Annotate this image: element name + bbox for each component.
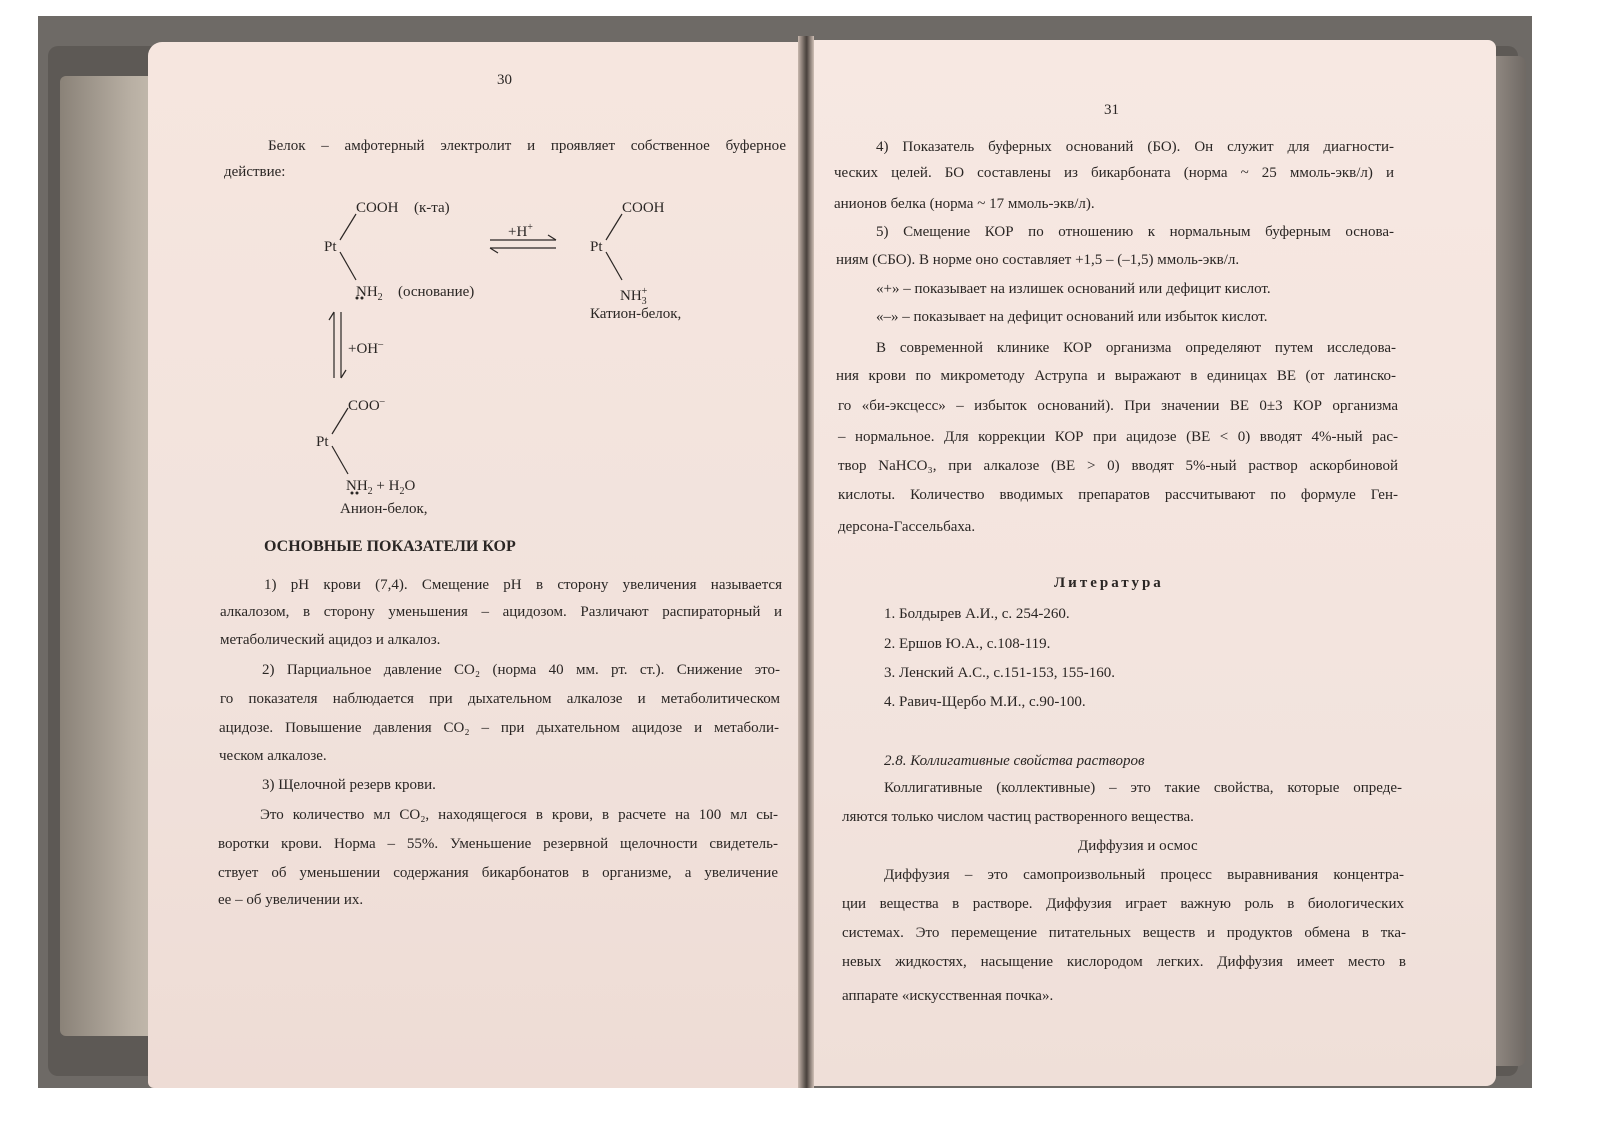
coo-text: СОО [348,398,380,414]
right-line-7: «–» – показывает на дефицит оснований или избыток кислот. [876,309,1268,325]
left-line-5: го показателя наблюдается при дыхательном алкалозе и метаболитическом [220,691,780,707]
right-line-11: – нормальное. Для коррекции КОР при ацидозе (ВЕ < 0) вводят 4%-ный рас- [838,429,1398,445]
right-line-14: дерсона-Гассельбаха. [838,519,976,535]
h-plus-sup: + [527,222,533,233]
right-line-9: ния крови по микрометоду Аструпа и выражают в единицах ВЕ (от латинско- [836,368,1396,384]
left-line-3: метаболический ацидоз и алкалоз. [220,632,441,648]
diffusion-osmosis-heading: Диффузия и осмос [1078,838,1198,854]
nh3-sub: 3 [641,296,647,307]
left-line-7: ческом алкалозе. [219,748,327,764]
literature-item-2: 2. Ершов Ю.А., с.108-119. [884,636,1051,652]
cation-label: Катион-белок, [590,306,682,322]
right-line-5: ниям (СБО). В норме оно составляет +1,5 – (–1,5) ммоль-экв/л. [836,252,1240,268]
acid-label: (к-та) [414,200,450,216]
nh2-sub: 2 [377,292,383,303]
left-line-10: воротки крови. Норма – 55%. Уменьшение резервной щелочности свидетель- [218,836,778,852]
nh2-water-sub1: 2 [367,486,373,497]
coo-group [348,393,385,415]
literature-item-1: 1. Болдырев А.И., с. 254-260. [884,606,1070,622]
cooh-group-left: СООН [356,200,399,216]
nh2-water-sub2: 2 [399,486,405,497]
proton-arrow-label [508,219,533,241]
right-line-6: «+» – показывает на излишек оснований или дефицит кислот. [876,281,1271,297]
nh2-text: NH [356,284,378,300]
pt-label-1: Pt [324,239,337,255]
pt-label-2: Pt [590,239,603,255]
left-line-9: Это количество мл СО₂, находящегося в крови, в расчете на 100 мл сы- [260,807,778,823]
diffusion-line-1: Диффузия – это самопроизвольный процесс выравнивания концентра- [884,867,1404,883]
right-line-3: анионов белка (норма ~ 17 ммоль-экв/л). [834,196,1095,212]
left-line-4: 2) Парциальное давление СО₂ (норма 40 мм. рт. ст.). Снижение это- [262,662,780,678]
left-line-8: 3) Щелочной резерв крови. [262,777,436,793]
left-line-12: ее – об увеличении их. [218,892,364,908]
cooh-group-right: СООН [622,200,665,216]
diffusion-line-4: невых жидкостях, насыщение кислородом легких. Диффузия имеет место в [842,954,1406,970]
left-line-11: ствует об уменьшении содержания бикарбонатов в организме, а увеличение [218,865,778,881]
nh2-water-a: NH [346,478,368,494]
oh-sup: – [378,339,384,350]
section-title-colligative: 2.8. Коллигативные свойства растворов [884,753,1145,769]
nh2-water-group [346,477,415,501]
colligative-line-2: ляются только числом частиц растворенного вещества. [842,809,1194,825]
diffusion-line-5: аппарате «искусственная почка». [842,988,1054,1004]
right-line-1: 4) Показатель буферных оснований (БО). Он служит для диагности- [876,139,1394,155]
literature-item-4: 4. Равич-Щербо М.И., с.90-100. [884,694,1086,710]
nh2-water-c: O [404,478,416,494]
left-page-number: 30 [497,72,512,88]
pt-label-3: Pt [316,434,329,450]
colligative-line-1: Коллигативные (коллективные) – это такие свойства, которые опреде- [884,780,1402,796]
nh3-sup: + [641,286,648,297]
intro-line-1: Белок – амфотерный электролит и проявляет собственное буферное [268,138,786,154]
hydroxide-arrow-label [348,336,383,358]
right-line-2: ческих целей. БО составлены из бикарбоната (норма ~ 25 ммоль-экв/л) и [834,165,1394,181]
diffusion-line-3: системах. Это перемещение питательных веществ и продуктов обмена в тка- [842,925,1406,941]
right-line-12: твор NaHCO₃, при алкалозе (ВЕ > 0) вводят 5%-ный раствор аскорбиновой [838,458,1398,474]
base-label: (основание) [398,284,475,300]
left-line-6: ацидозе. Повышение давления СО₂ – при дыхательном ацидозе и метаболи- [219,720,779,736]
nh2-water-b: + H [372,478,400,494]
nh3-text: NH [620,288,642,304]
left-line-2: алкалозом, в сторону уменьшения – ацидозом. Различают распираторный и [220,604,782,620]
right-line-8: В современной клинике КОР организма определяют путем исследова- [876,340,1396,356]
right-page-number: 31 [1104,102,1119,118]
literature-heading: Литература [1054,575,1164,591]
section-heading-kor: ОСНОВНЫЕ ПОКАЗАТЕЛИ КОР [264,538,516,555]
oh-text: +OH [348,341,379,357]
diffusion-line-2: ции вещества в растворе. Диффузия играет важную роль в биологических [842,896,1404,912]
right-line-4: 5) Смещение КОР по отношению к нормальным буферным основа- [876,224,1394,240]
nh2-group [356,283,383,307]
right-line-13: кислоты. Количество вводимых препаратов рассчитывают по формуле Ген- [838,487,1398,503]
right-line-10: го «би-эксцесс» – избыток оснований). При значении ВЕ 0±3 КОР организма [838,398,1398,414]
h-plus-text: +H [508,224,528,240]
coo-sup: – [379,396,385,407]
anion-label: Анион-белок, [340,501,428,517]
left-line-1: 1) pH крови (7,4). Смещение pH в сторону увеличения называется [264,577,782,593]
literature-item-3: 3. Ленский А.С., с.151-153, 155-160. [884,665,1115,681]
intro-line-2: действие: [224,164,286,180]
